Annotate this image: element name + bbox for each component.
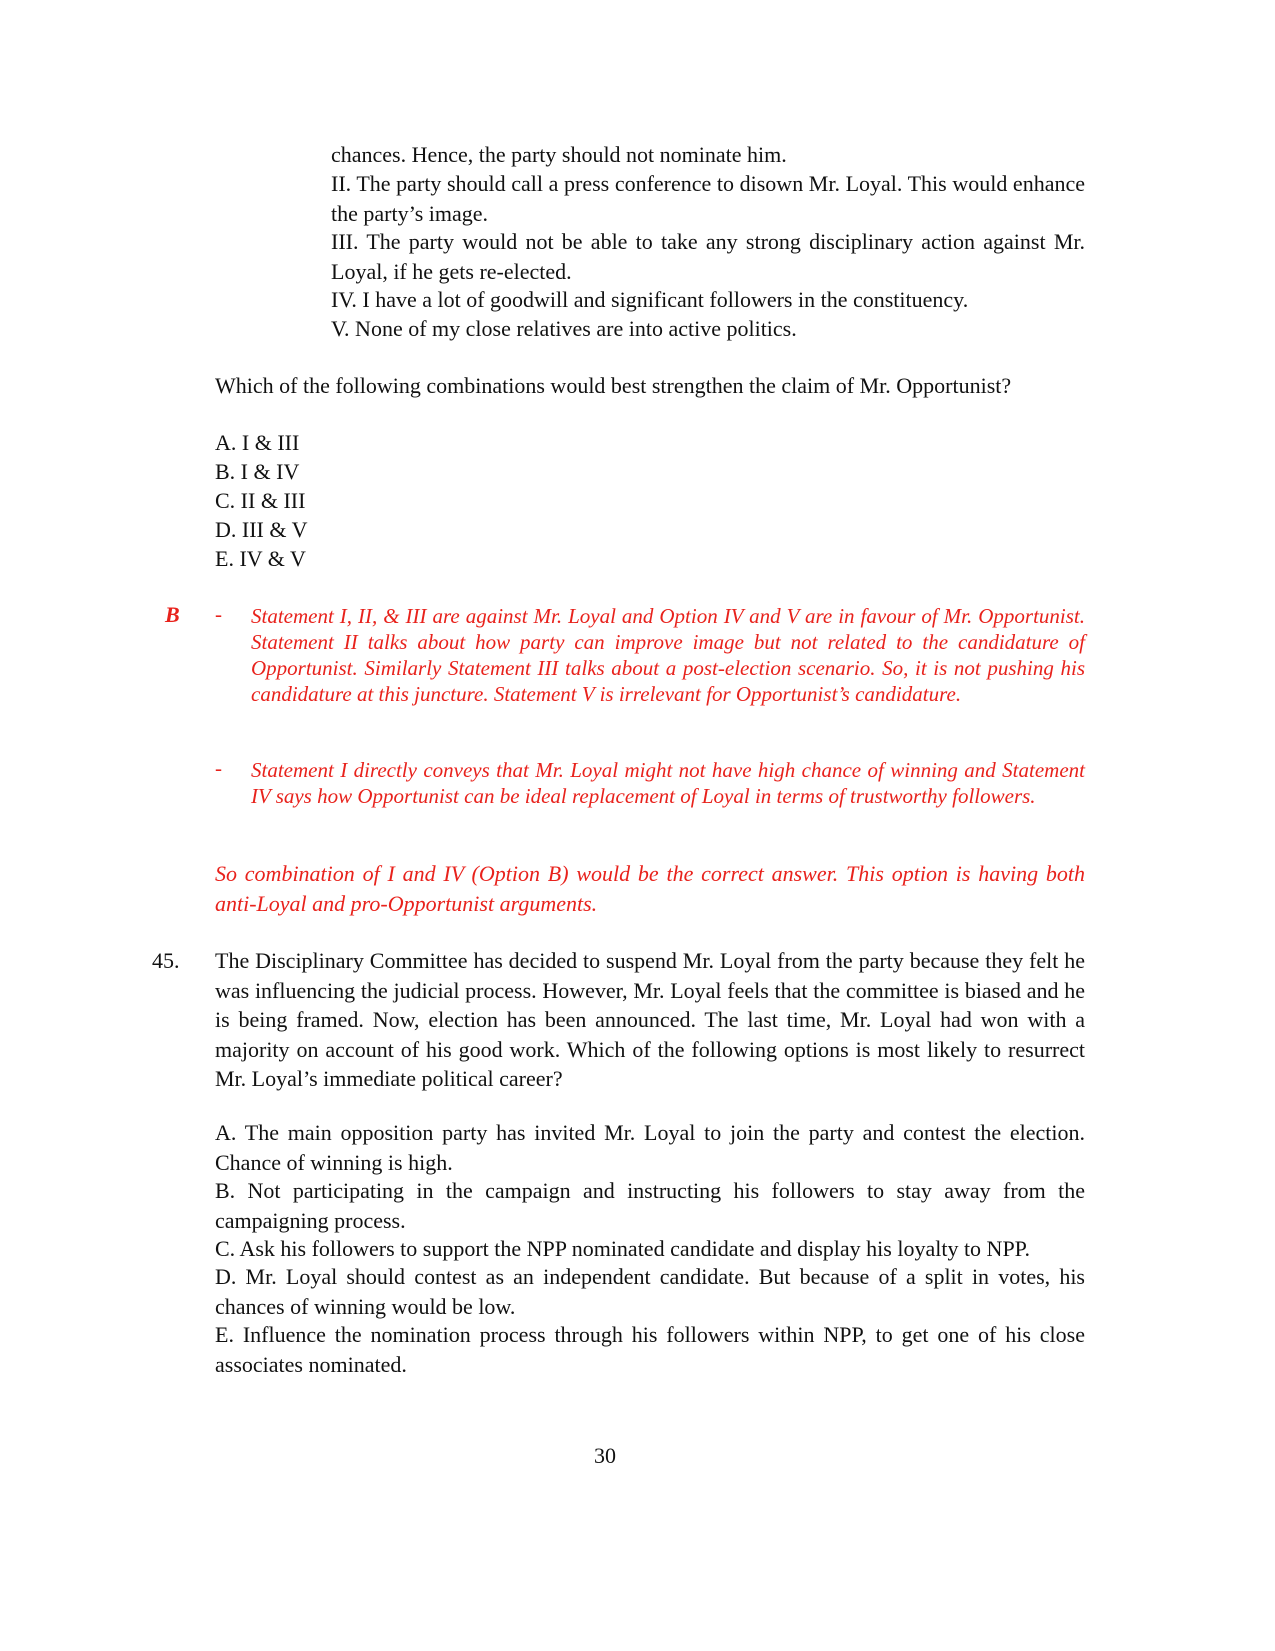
q45-option-b: B. Not participating in the campaign and instructing his followers to stay away from the campaigning process. bbox=[215, 1178, 1085, 1233]
q44-explanation-2: Statement I directly conveys that Mr. Loyal might not have high chance of winning and Statement IV says how Opportunist can be ideal replacement of Loyal in terms of trustworthy followers. bbox=[251, 758, 1085, 808]
q45-number: 45. bbox=[152, 948, 180, 973]
explanation-bullet-2: - bbox=[215, 756, 222, 780]
q44-answer-key: B bbox=[165, 602, 180, 627]
q44-conclusion: So combination of I and IV (Option B) would be the correct answer. This option is having both anti-Loyal and pro-Opportunist arguments. bbox=[215, 861, 1085, 916]
q45-option-d: D. Mr. Loyal should contest as an independent candidate. But because of a split in votes, his chances of winning would be low. bbox=[215, 1264, 1085, 1319]
q44-option-c: C. II & III bbox=[215, 488, 306, 513]
q44-question: Which of the following combinations would best strengthen the claim of Mr. Opportunist? bbox=[215, 373, 1012, 398]
statement-continuation: chances. Hence, the party should not nominate him. bbox=[331, 142, 787, 167]
q44-explanation-1: Statement I, II, & III are against Mr. Loyal and Option IV and V are in favour of Mr. Opportunist. Statement II talks about how party can improve image but not related to the candidature of Opportunist. Similarly Statement III talks about a post-election scenario. So, it is not pushing his candidature at this juncture. Statement V is irrelevant for Opportunist’s candidature. bbox=[251, 604, 1085, 706]
q45-option-e: E. Influence the nomination process through his followers within NPP, to get one of his close associates nominated. bbox=[215, 1322, 1085, 1377]
statement-v: V. None of my close relatives are into active politics. bbox=[331, 316, 797, 341]
q45-option-a: A. The main opposition party has invited Mr. Loyal to join the party and contest the election. Chance of winning is high. bbox=[215, 1120, 1085, 1175]
q44-option-e: E. IV & V bbox=[215, 546, 306, 571]
q44-option-d: D. III & V bbox=[215, 517, 308, 542]
q44-option-a: A. I & III bbox=[215, 430, 300, 455]
explanation-bullet-1: - bbox=[215, 602, 222, 626]
q44-option-b: B. I & IV bbox=[215, 459, 300, 484]
page-number: 30 bbox=[594, 1443, 616, 1468]
statement-ii: II. The party should call a press conference to disown Mr. Loyal. This would enhance the party’s image. bbox=[331, 171, 1085, 226]
statement-iii: III. The party would not be able to take any strong disciplinary action against Mr. Loyal, if he gets re-elected. bbox=[331, 229, 1085, 284]
q45-question: The Disciplinary Committee has decided to suspend Mr. Loyal from the party because they felt he was influencing the judicial process. However, Mr. Loyal feels that the committee is biased and he is being framed. Now, election has been announced. The last time, Mr. Loyal had won with a majority on account of his good work. Which of the following options is most likely to resurrect Mr. Loyal’s immediate political career? bbox=[215, 948, 1085, 1091]
statement-iv: IV. I have a lot of goodwill and significant followers in the constituency. bbox=[331, 287, 969, 312]
q45-option-c: C. Ask his followers to support the NPP nominated candidate and display his loyalty to NPP. bbox=[215, 1236, 1030, 1261]
